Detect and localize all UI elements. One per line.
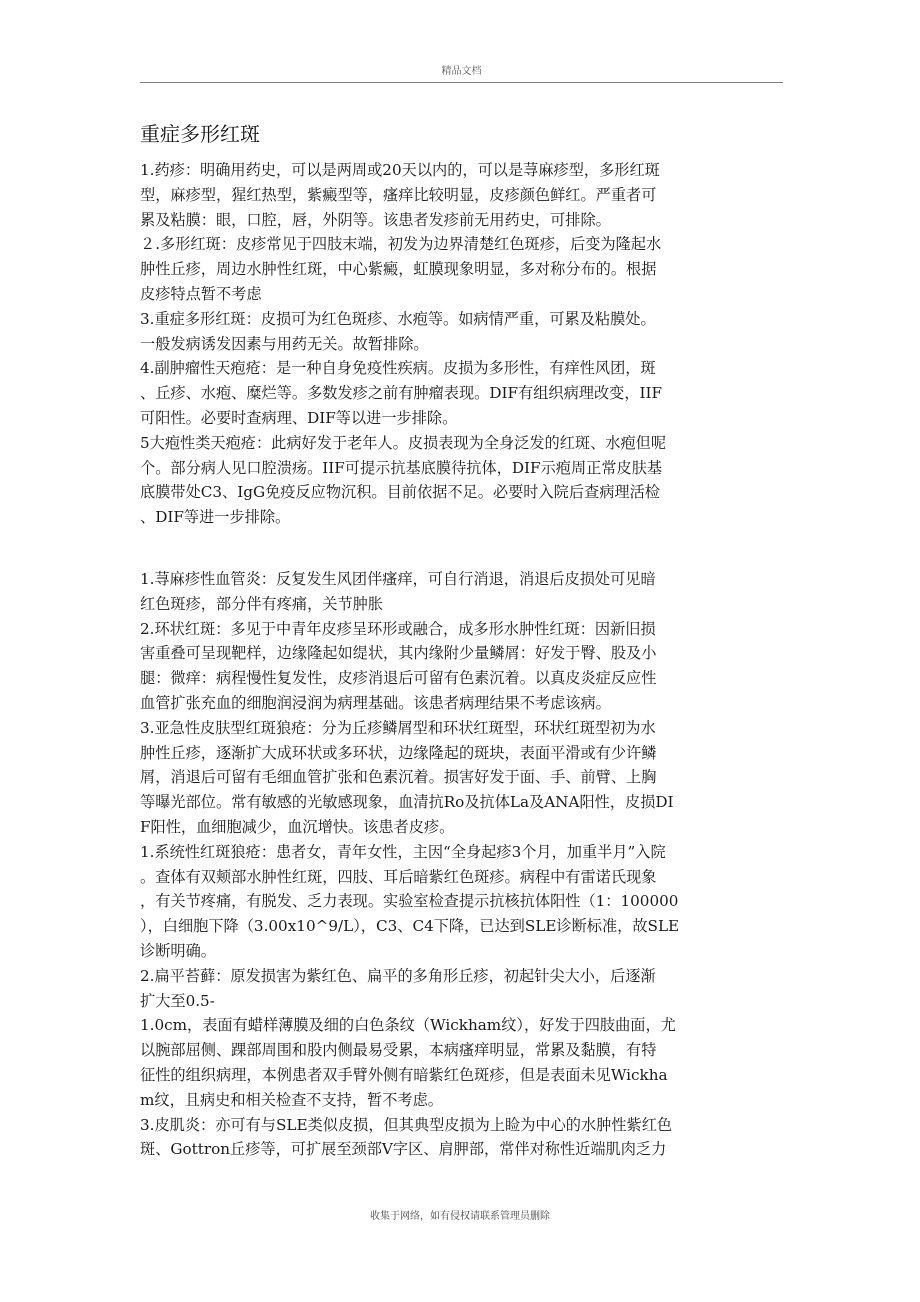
text-line: 3.亚急性皮肤型红斑狼疮：分为丘疹鳞屑型和环状红斑型，环状红斑型初为水 xyxy=(140,718,656,737)
text-line: 腿：微痒：病程慢性复发性，皮疹消退后可留有色素沉着。以真皮炎症反应性 xyxy=(140,669,657,688)
text-line: ），白细胞下降（3.00x10^9/L），C3、C4下降，已达到SLE诊断标准，故SLE xyxy=(140,917,680,936)
text-line: 1.系统性红斑狼疮：患者女，青年女性，主因“全身起疹3个月，加重半月”入院 xyxy=(140,842,666,861)
text-line: 肿性丘疹，周边水肿性红斑，中心紫癜，虹膜现象明显，多对称分布的。根据 xyxy=(140,260,657,279)
page-footer: 收集于网络，如有侵权请联系管理员删除 xyxy=(370,1211,550,1222)
text-line: 2.环状红斑：多见于中青年皮疹呈环形或融合，成多形水肿性红斑：因新旧损 xyxy=(140,619,656,638)
text-line: 4.副肿瘤性天疱疮：是一种自身免疫性疾病。皮损为多形性，有痒性风团，斑 xyxy=(140,359,656,378)
text-line: 5大疱性类天疱疮：此病好发于老年人。皮损表现为全身泛发的红斑、水疱但呢 xyxy=(140,433,667,452)
text-line: 斑、Gottron丘疹等，可扩展至颈部V字区、肩胛部，常伴对称性近端肌肉乏力 xyxy=(140,1140,667,1159)
text-line: 屑，消退后可留有毛细血管扩张和色素沉着。损害好发于面、手、前臂、上胸 xyxy=(140,768,657,787)
text-line: 累及粘膜：眼，口腔，唇，外阴等。该患者发疹前无用药史，可排除。 xyxy=(140,210,611,229)
text-line: 以腕部屈侧、踝部周围和股内侧最易受累，本病瘙痒明显，常累及黏膜，有特 xyxy=(140,1041,657,1060)
text-line: 红色斑疹，部分伴有疼痛，关节肿胀 xyxy=(140,594,383,613)
text-line: 3.重症多形红斑：皮损可为红色斑疹、水疱等。如病情严重，可累及粘膜处。 xyxy=(140,309,656,328)
text-line: 血管扩张充血的细胞润浸润为病理基础。该患者病理结果不考虑该病。 xyxy=(140,694,611,712)
text-line: m纹，且病史和相关检查不支持，暂不考虑。 xyxy=(140,1090,443,1109)
text-line: 、DIF等进一步排除。 xyxy=(140,508,291,527)
page-header: 精品文档 xyxy=(140,64,783,83)
text-line: 肿性丘疹，逐渐扩大成环状或多环状，边缘隆起的斑块，表面平滑或有少许鳞 xyxy=(140,743,657,762)
text-line: 、丘疹、水疱、糜烂等。多数发疹之前有肿瘤表现。DIF有组织病理改变，IIF xyxy=(140,384,663,403)
text-line: 扩大至0.5- xyxy=(140,991,215,1010)
text-line: 底膜带处C3、IgG免疫反应物沉积。目前依据不足。必要时入院后查病理活检 xyxy=(140,483,660,502)
text-line: 可阳性。必要时查病理、DIF等以进一步排除。 xyxy=(140,409,458,427)
text-line: 等曝光部位。常有敏感的光敏感现象，血清抗Ro及抗体La及ANA阳性，皮损DI xyxy=(140,793,674,812)
text-line: 。查体有双颊部水肿性红斑，四肢、耳后暗紫红色斑疹。病程中有雷诺氏现象 xyxy=(140,867,657,886)
text-line: 一般发病诱发因素与用药无关。故暂排除。 xyxy=(140,334,429,353)
text-line: 害重叠可呈现靶样，边缘隆起如缇状，其内缘附少量鳞屑：好发于臀、股及小 xyxy=(140,644,657,663)
text-line: 2.扁平苔藓：原发损害为紫红色、扁平的多角形丘疹，初起针尖大小，后逐渐 xyxy=(140,966,656,985)
text-line: F阳性，血细胞减少，血沉增快。该患者皮疹。 xyxy=(140,818,455,836)
text-line: 型，麻疹型，猩红热型，紫癜型等，瘙痒比较明显，皮疹颜色鲜红。严重者可 xyxy=(140,185,657,204)
text-line: 诊断明确。 xyxy=(140,942,216,960)
text-line: 个。部分病人见口腔溃疡。IIF可提示抗基底膜待抗体，DIF示疱周正常皮肤基 xyxy=(140,458,663,477)
text-line: 3.皮肌炎：亦可有与SLE类似皮损，但其典型皮损为上睑为中心的水肿性紫红色 xyxy=(140,1115,673,1134)
text-line: 1.荨麻疹性血管炎：反复发生风团伴瘙痒，可自行消退，消退后皮损处可见暗 xyxy=(140,570,656,588)
text-line: 征性的组织病理，本例患者双手臂外侧有暗紫红色斑疹，但是表面未见Wickha xyxy=(140,1066,668,1084)
text-line: 皮疹特点暂不考虑 xyxy=(140,285,262,303)
text-line: 1.0cm，表面有蜡样薄膜及细的白色条纹（Wickham纹），好发于四肢曲面，尤 xyxy=(140,1016,676,1035)
document-title: 重症多形红斑 xyxy=(140,122,260,146)
text-line: ，有关节疼痛，有脱发、乏力表现。实验室检查提示抗核抗体阳性（1：100000 xyxy=(140,892,679,911)
text-line: 1.药疹：明确用药史，可以是两周或20天以内的，可以是荨麻疹型，多形红斑 xyxy=(140,161,660,179)
text-line: ２.多形红斑：皮疹常见于四肢末端，初发为边界清楚红色斑疹，后变为隆起水 xyxy=(140,235,662,254)
